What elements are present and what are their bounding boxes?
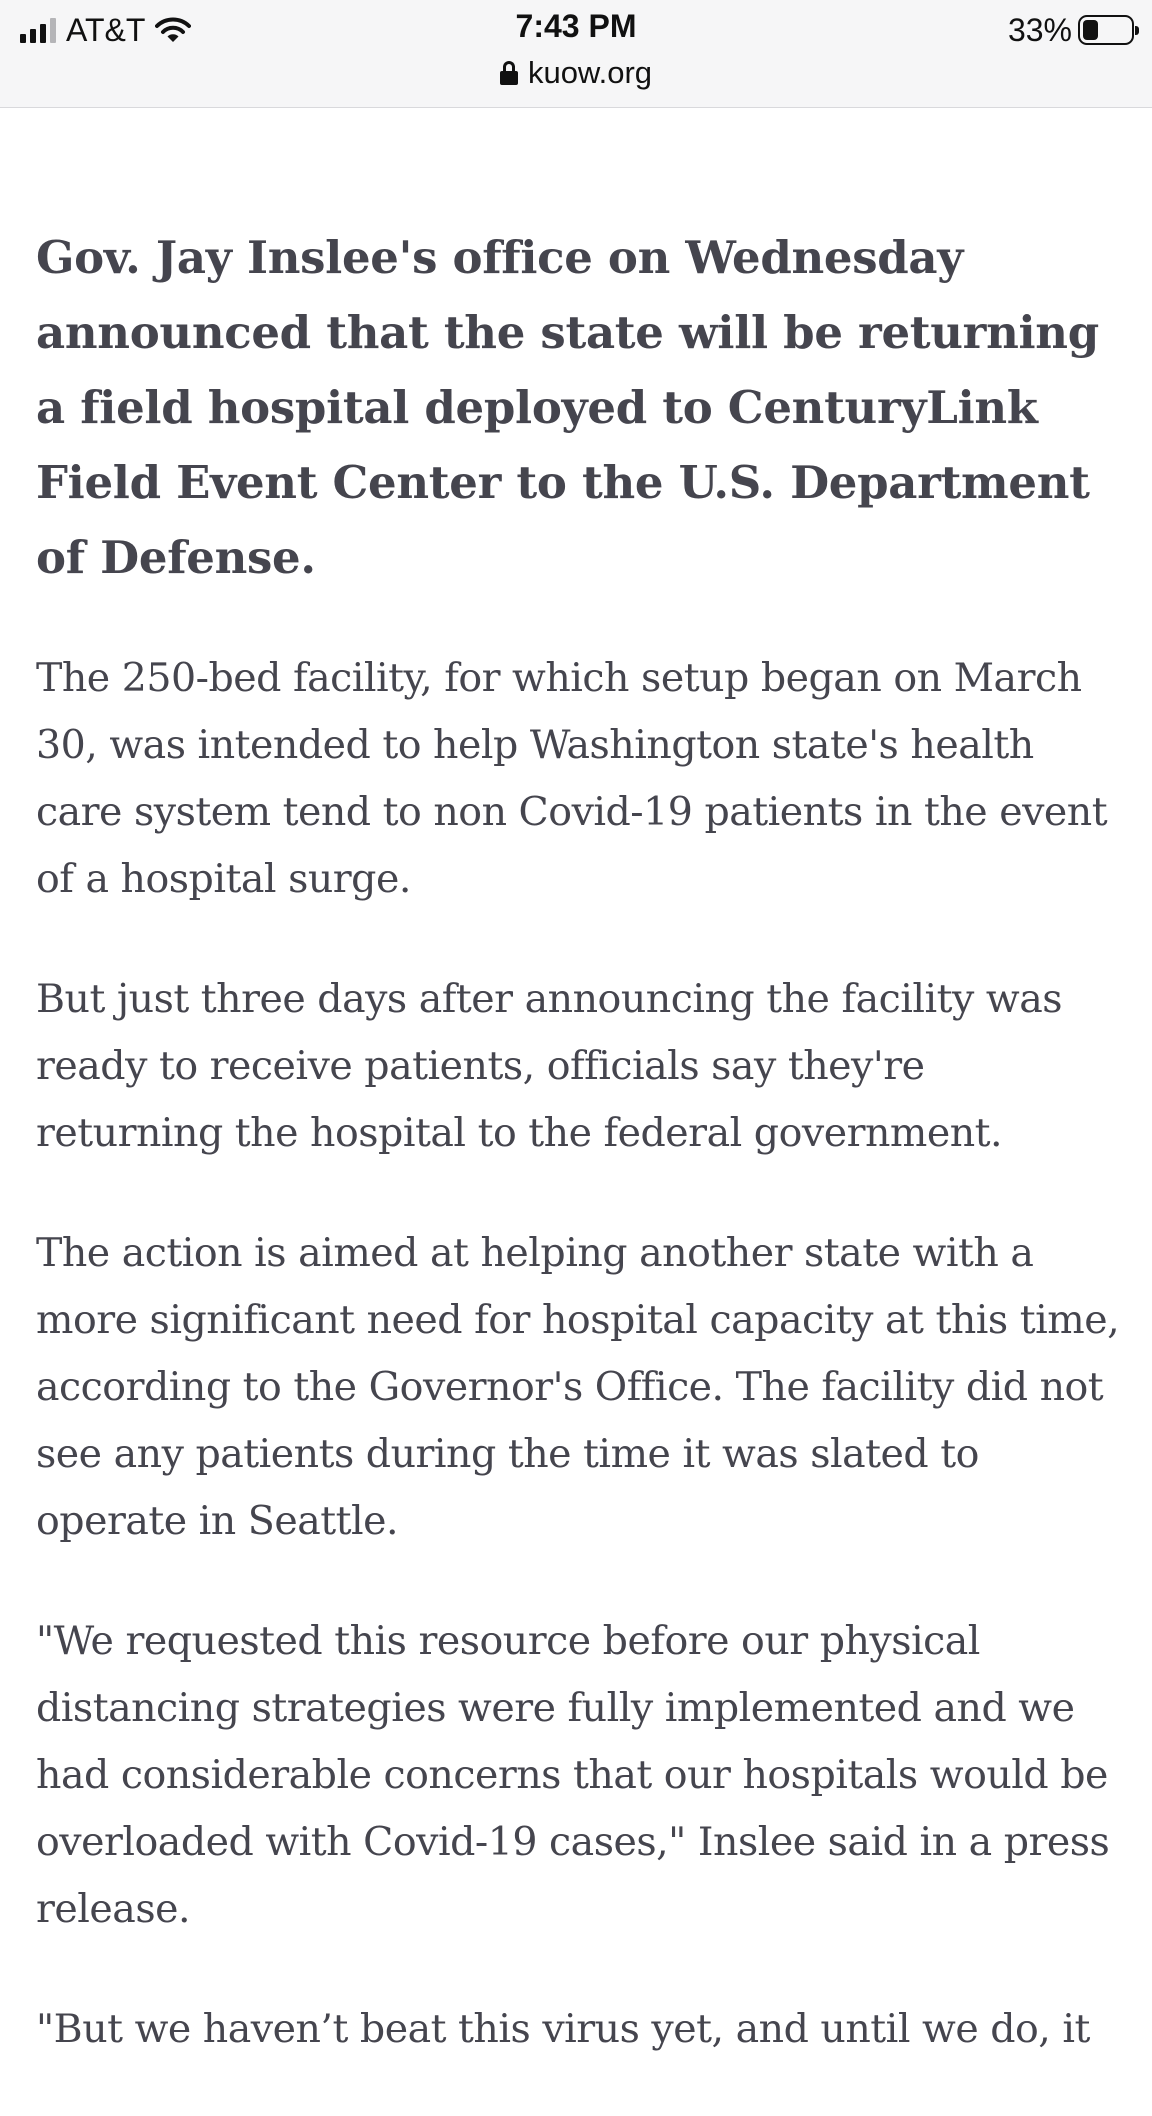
lock-icon	[500, 61, 518, 85]
address-bar[interactable]	[0, 52, 1152, 94]
article-body	[36, 220, 1121, 2116]
status-right	[1008, 10, 1134, 50]
clock-time: 7:43 PM	[515, 8, 637, 44]
carrier-name: AT&T	[66, 11, 146, 48]
article-paragraph: The action is aimed at helping another state with a more significant need for hospital capacity at this time, according to the Governor's Office. The facility did not see any patients during the time it was slated to operate in Seattle.	[36, 1230, 1120, 1544]
article-paragraph: The 250-bed facility, for which setup began on March 30, was intended to help Washington state's health care system tend to non Covid-19 patients in the event of a hospital surge.	[36, 655, 1108, 902]
article-lede: Gov. Jay Inslee's office on Wednesday announced that the state will be returning a field hospital deployed to CenturyLink Field Event Center to the U.S. Department of Defense.	[36, 231, 1099, 584]
battery-fill	[1083, 20, 1098, 40]
battery-icon	[1078, 15, 1134, 45]
url-text[interactable]: kuow.org	[527, 55, 653, 90]
article-paragraph: But just three days after announcing the facility was ready to receive patients, officials say they're returning the hospital to the federal government.	[36, 976, 1063, 1156]
battery-percent: 33%	[1007, 11, 1072, 48]
status-bar	[0, 0, 1152, 108]
article-paragraph: "But we haven’t beat this virus yet, and until we do, it	[36, 2006, 1090, 2052]
article-paragraph: "We requested this resource before our physical distancing strategies were fully implemented and we had considerable concerns that our hospitals would be overloaded with Covid-19 cases," Inslee said in a press release.	[36, 1618, 1110, 1932]
